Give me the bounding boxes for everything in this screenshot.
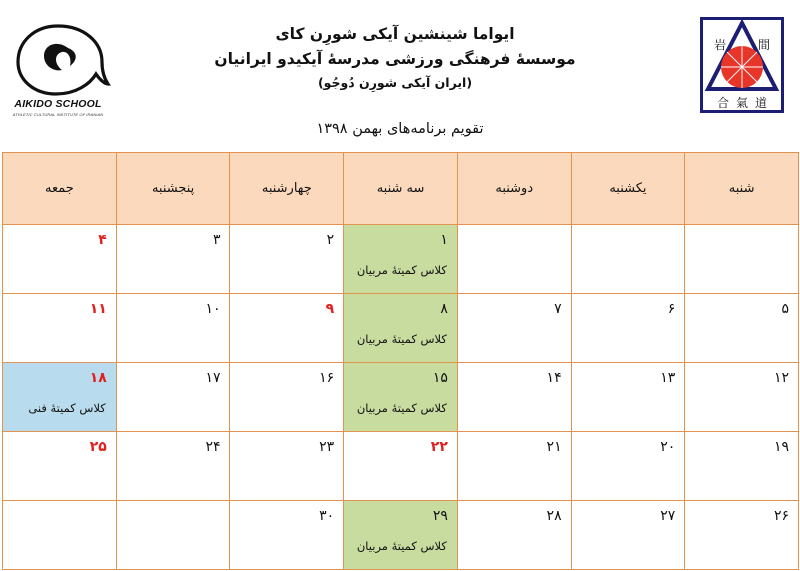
calendar-day-cell — [344, 363, 458, 432]
calendar-day-cell — [685, 501, 799, 570]
calendar-day-cell — [571, 432, 685, 501]
day-number: ۱۱ — [89, 301, 107, 317]
calendar-day-cell — [116, 363, 230, 432]
day-number: ۱۳ — [660, 370, 676, 386]
calendar-day-cell — [571, 501, 685, 570]
day-event-label: کلاس کمیتهٔ مربیان — [356, 332, 447, 346]
calendar-table — [2, 152, 799, 570]
calendar-week-row — [3, 432, 799, 501]
calendar-week-row — [3, 294, 799, 363]
calendar-week-row — [3, 225, 799, 294]
day-number: ۱۷ — [205, 370, 221, 386]
logo-subtitle: ATHLETIC CULTURAL INSTITUTE OF IRANIAN — [12, 112, 104, 117]
weekday-thursday: پنجشنبه — [116, 153, 230, 225]
calendar-day-cell — [230, 501, 344, 570]
calendar-day-cell — [344, 501, 458, 570]
header-line-1: ایواما شینشین آیکی شورِن کای — [275, 25, 515, 43]
day-number: ۱۴ — [546, 370, 562, 386]
calendar-day-cell — [685, 225, 799, 294]
day-event-label: کلاس کمیتهٔ مربیان — [356, 401, 447, 415]
calendar-day-cell — [571, 363, 685, 432]
calendar-day-cell — [457, 225, 571, 294]
day-number: ۳ — [212, 232, 221, 248]
calendar-day-cell — [685, 363, 799, 432]
day-number: ۸ — [440, 301, 448, 317]
calendar-day-cell — [230, 225, 344, 294]
day-number: ۲۲ — [430, 439, 448, 455]
calendar-day-cell — [116, 225, 230, 294]
glyph-iwa: 岩 — [713, 38, 727, 52]
day-event-label: کلاس کمیتهٔ مربیان — [356, 539, 447, 553]
day-number: ۵ — [781, 301, 789, 317]
day-number: ۳۰ — [319, 508, 335, 524]
calendar-day-cell — [3, 225, 117, 294]
glyph-ma: 間 — [757, 38, 771, 52]
day-number: ۲۴ — [205, 439, 221, 455]
weekday-sunday: یکشنبه — [571, 153, 685, 225]
weekday-friday: جمعه — [3, 153, 117, 225]
day-number: ۱۹ — [773, 439, 789, 455]
iwama-emblem-icon — [700, 17, 784, 113]
day-number: ۲۱ — [546, 439, 562, 455]
glyph-do: 道 — [754, 96, 768, 110]
calendar-title: تقویم برنامه‌های بهمن ۱۳۹۸ — [316, 121, 484, 137]
day-number: ۹ — [325, 301, 335, 317]
calendar-day-cell — [344, 225, 458, 294]
calendar-day-cell — [344, 432, 458, 501]
calendar-day-cell — [116, 432, 230, 501]
calendar-day-cell — [230, 432, 344, 501]
calendar-day-cell — [457, 501, 571, 570]
day-event-label: کلاس کمیتهٔ فنی — [28, 401, 106, 415]
day-event-label: کلاس کمیتهٔ مربیان — [356, 263, 447, 277]
logo-title: AIKIDO SCHOOL — [14, 98, 102, 110]
weekday-header-row — [3, 153, 799, 225]
day-number: ۱۶ — [319, 370, 335, 386]
day-number: ۲۷ — [660, 508, 676, 524]
calendar-day-cell — [685, 294, 799, 363]
day-number: ۲۵ — [89, 439, 107, 455]
calendar-day-cell — [3, 501, 117, 570]
calendar-day-cell — [3, 432, 117, 501]
day-number: ۲۰ — [660, 439, 676, 455]
weekday-monday: دوشنبه — [457, 153, 571, 225]
day-number: ۴ — [98, 232, 107, 248]
aikido-school-emblem-icon — [4, 18, 112, 98]
day-number: ۲۸ — [546, 508, 562, 524]
aikido-school-logo — [4, 18, 112, 118]
weekday-tuesday: سه شنبه — [344, 153, 458, 225]
glyph-ki: 氣 — [735, 96, 749, 110]
calendar-day-cell — [3, 294, 117, 363]
day-number: ۱۲ — [773, 370, 789, 386]
day-number: ۶ — [667, 301, 676, 317]
day-number: ۲ — [326, 232, 335, 248]
iwama-emblem — [700, 17, 784, 113]
day-number: ۷ — [554, 301, 562, 317]
day-number: ۱۸ — [89, 370, 107, 386]
day-number: ۱۵ — [432, 370, 448, 386]
calendar-day-cell — [344, 294, 458, 363]
day-number: ۱ — [440, 232, 448, 248]
calendar-day-cell — [457, 363, 571, 432]
header-block — [200, 22, 590, 94]
calendar-day-cell — [571, 225, 685, 294]
calendar-day-cell — [230, 294, 344, 363]
calendar-day-cell — [116, 294, 230, 363]
day-number: ۲۶ — [773, 508, 789, 524]
calendar-day-cell — [230, 363, 344, 432]
calendar-body — [3, 225, 799, 570]
calendar-day-cell — [3, 363, 117, 432]
calendar-day-cell — [571, 294, 685, 363]
calendar-day-cell — [685, 432, 799, 501]
calendar-day-cell — [457, 432, 571, 501]
header-line-2: موسسهٔ فرهنگی ورزشی مدرسهٔ آیکیدو ایرانیان — [214, 50, 576, 68]
weekday-saturday: شنبه — [685, 153, 799, 225]
calendar-week-row — [3, 363, 799, 432]
glyph-ai: 合 — [716, 96, 730, 110]
calendar-day-cell — [457, 294, 571, 363]
day-number: ۲۹ — [432, 508, 448, 524]
calendar-week-row — [3, 501, 799, 570]
calendar-day-cell — [116, 501, 230, 570]
header-line-3: (ایران آیکی شورِن دُوجُو) — [317, 75, 473, 90]
weekday-wednesday: چهارشنبه — [230, 153, 344, 225]
day-number: ۲۳ — [319, 439, 335, 455]
day-number: ۱۰ — [205, 301, 221, 317]
